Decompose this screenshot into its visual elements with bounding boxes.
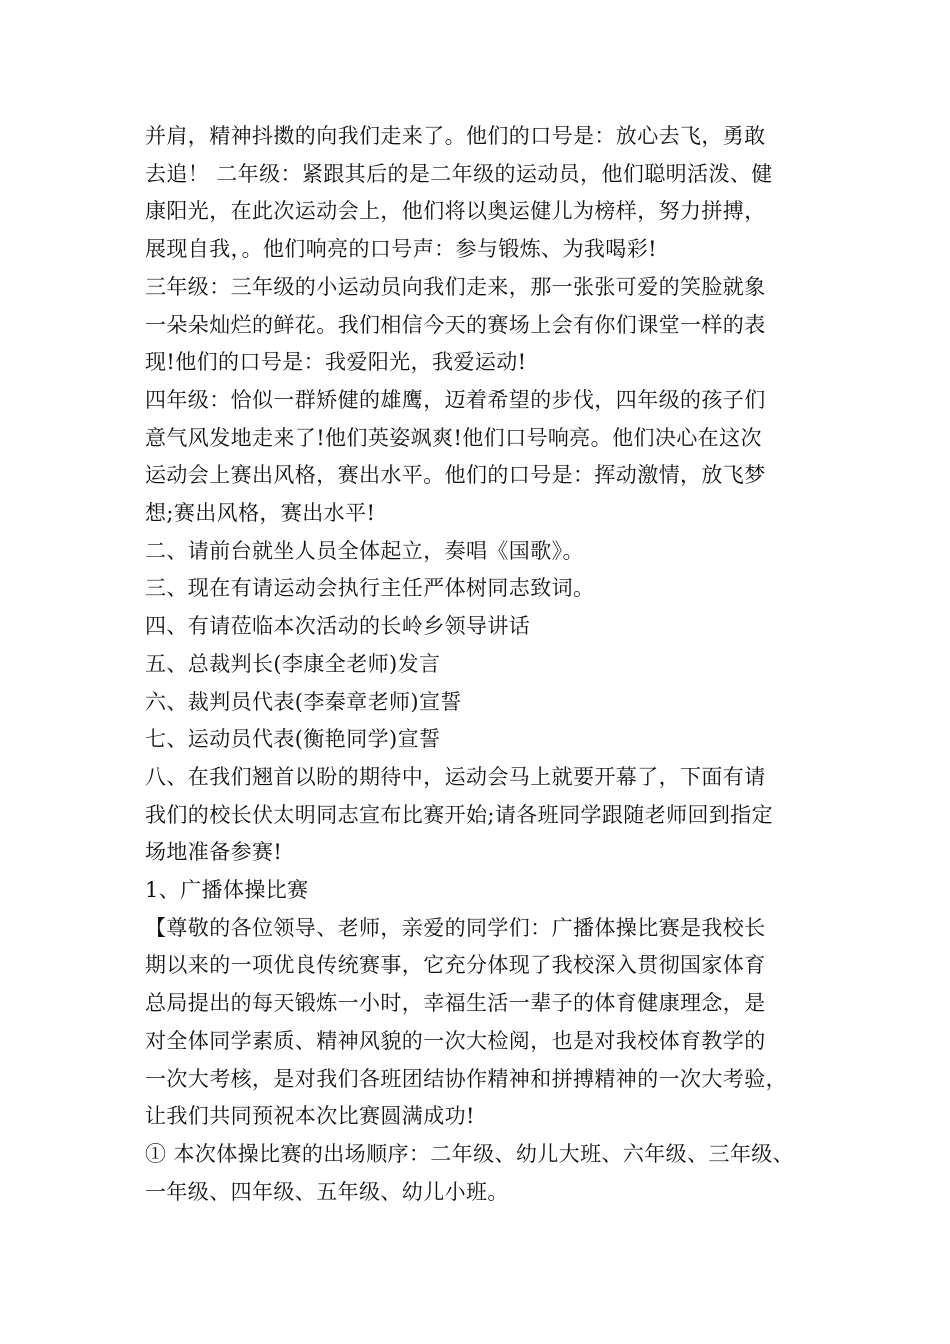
text-line: 对全体同学素质、精神风貌的一次大检阅，也是对我校体育教学的 bbox=[145, 1028, 766, 1053]
text-line: ① 本次体操比赛的出场顺序：二年级、幼儿大班、六年级、三年级、 bbox=[145, 1141, 795, 1166]
text-line: 期以来的一项优良传统赛事，它充分体现了我校深入贯彻国家体育 bbox=[145, 953, 766, 978]
text-line: 康阳光，在此次运动会上，他们将以奥运健儿为榜样，努力拼搏， bbox=[145, 199, 766, 224]
text-line: 五、总裁判长(李康全老师)发言 bbox=[145, 651, 441, 676]
text-line: 三、现在有请运动会执行主任严体树同志致词。 bbox=[145, 576, 595, 601]
text-line: 一朵朵灿烂的鲜花。我们相信今天的赛场上会有你们课堂一样的表 bbox=[145, 312, 766, 337]
text-line: 四、有请莅临本次活动的长岭乡领导讲话 bbox=[145, 614, 531, 639]
text-line: 二、请前台就坐人员全体起立，奏唱《国歌》。 bbox=[145, 538, 584, 563]
text-line: 想;赛出风格，赛出水平! bbox=[145, 501, 376, 526]
text-line: 运动会上赛出风格，赛出水平。他们的口号是：挥动激情，放飞梦 bbox=[145, 463, 766, 488]
text-line: 场地准备参赛! bbox=[145, 840, 283, 865]
text-line: 一年级、四年级、五年级、幼儿小班。 bbox=[145, 1179, 509, 1204]
text-line: 并肩，精神抖擞的向我们走来了。他们的口号是：放心去飞，勇敢 bbox=[145, 124, 766, 148]
text-line: 【尊敬的各位领导、老师，亲爱的同学们：广播体操比赛是我校长 bbox=[145, 915, 766, 940]
text-line: 总局提出的每天锻炼一小时，幸福生活一辈子的体育健康理念，是 bbox=[145, 991, 766, 1016]
text-line: 八、在我们翘首以盼的期待中，运动会马上就要开幕了，下面有请 bbox=[145, 764, 766, 789]
text-line: 我们的校长伏太明同志宣布比赛开始;请各班同学跟随老师回到指定 bbox=[145, 802, 774, 827]
section-heading: 1、广播体操比赛 bbox=[145, 878, 309, 903]
document-body bbox=[145, 118, 835, 1211]
text-line: 让我们共同预祝本次比赛圆满成功! bbox=[145, 1104, 475, 1129]
text-line: 现!他们的口号是：我爱阳光，我爱运动! bbox=[145, 350, 527, 375]
text-line: 去追！ 二年级：紧跟其后的是二年级的运动员，他们聪明活泼、健 bbox=[145, 161, 773, 186]
text-line: 七、运动员代表(衡艳同学)宣誓 bbox=[145, 727, 441, 752]
text-line: 意气风发地走来了!他们英姿飒爽!他们口号响亮。他们决心在这次 bbox=[145, 425, 762, 450]
text-line: 三年级：三年级的小运动员向我们走来，那一张张可爱的笑脸就象 bbox=[145, 274, 766, 299]
text-line: 一次大考核，是对我们各班团结协作精神和拼搏精神的一次大考验， bbox=[145, 1066, 787, 1091]
text-line: 六、裁判员代表(李秦章老师)宣誓 bbox=[145, 689, 462, 714]
text-line: 四年级：恰似一群矫健的雄鹰，迈着希望的步伐，四年级的孩子们 bbox=[145, 387, 766, 412]
text-line: 展现自我，。他们响亮的口号声：参与锻炼、为我喝彩! bbox=[145, 237, 657, 262]
